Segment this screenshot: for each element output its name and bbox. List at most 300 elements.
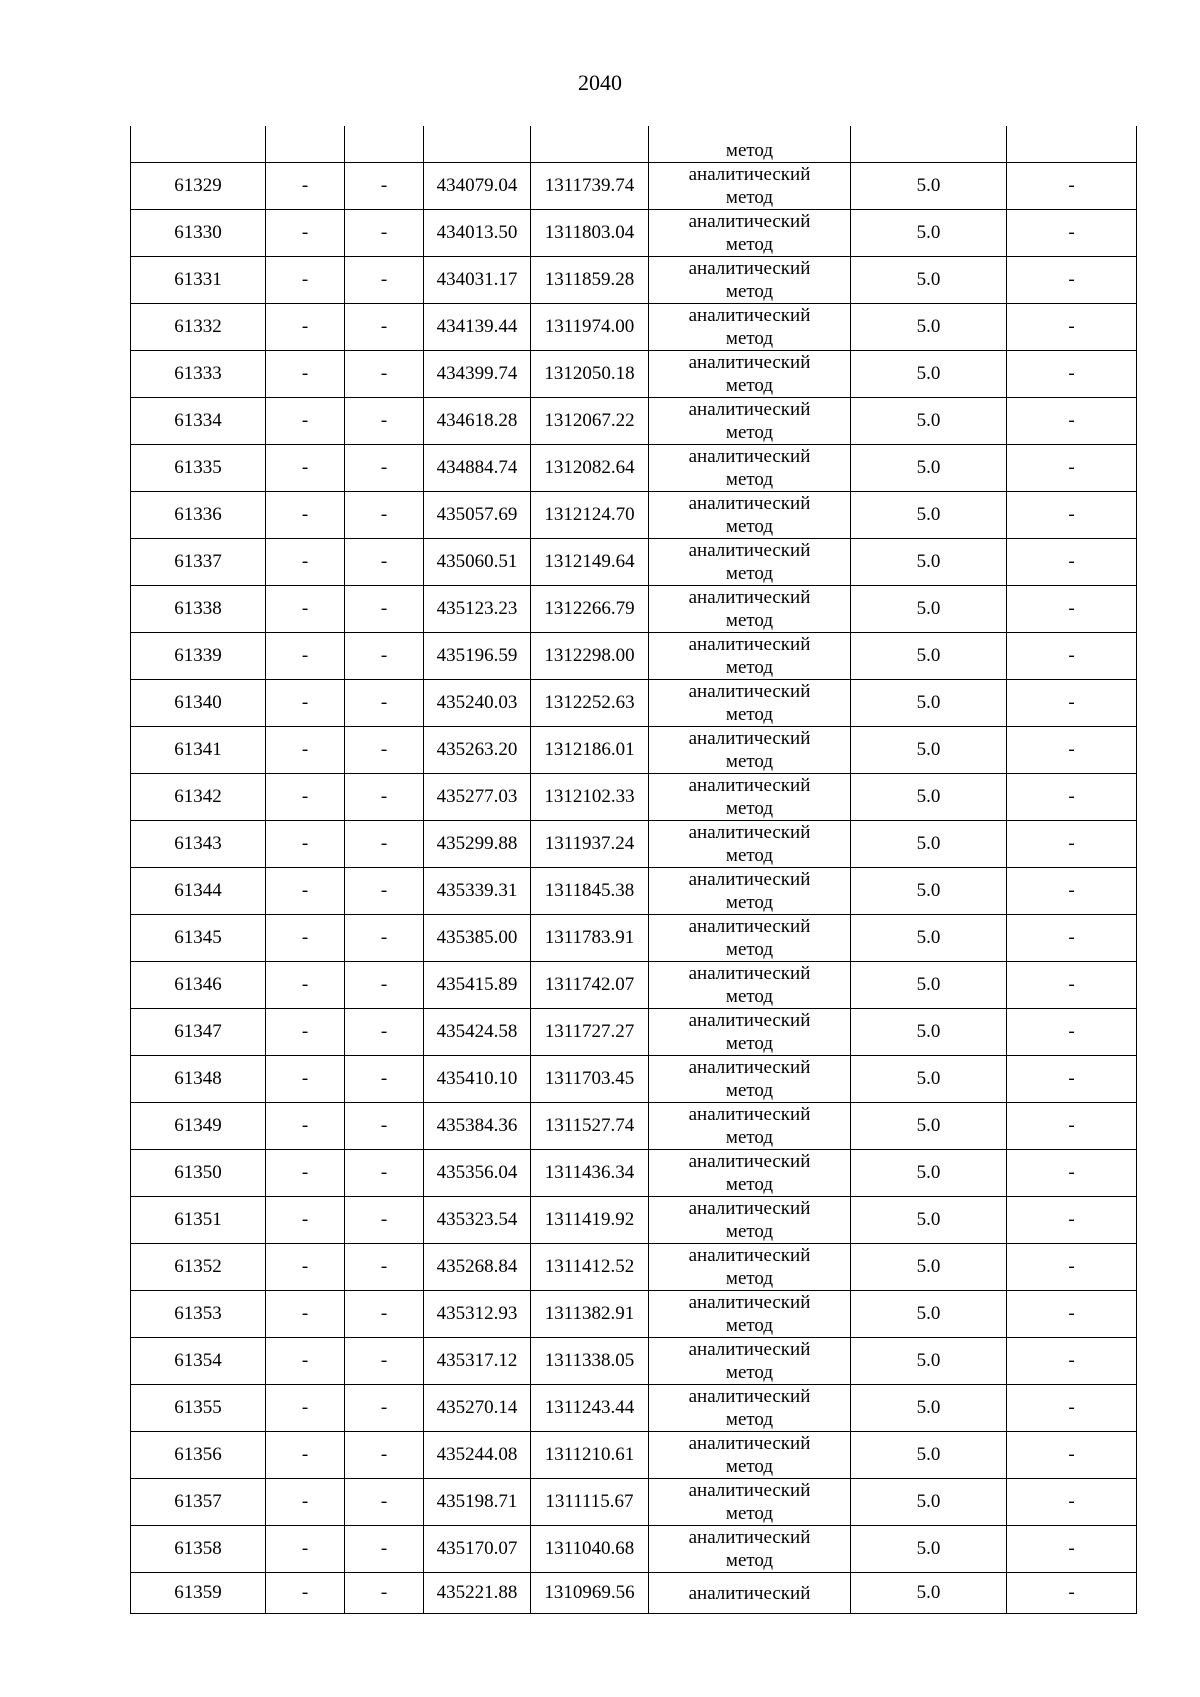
cell-method (649, 445, 851, 492)
cell-col-3: - (345, 304, 424, 351)
cell-col-2: - (266, 633, 345, 680)
cell-col-3: - (345, 915, 424, 962)
cell-col-2: - (266, 1338, 345, 1385)
table-row (131, 1385, 1137, 1432)
cell-point-id: 61359 (131, 1573, 266, 1614)
continued-row (131, 126, 1137, 163)
cell-col-3: - (345, 163, 424, 210)
method-line-1: аналитический (688, 1198, 811, 1219)
cell-method (649, 126, 851, 163)
cell-x: 435323.54 (424, 1197, 531, 1244)
cell-col-3: - (345, 1291, 424, 1338)
cell-y: 1312186.01 (531, 727, 649, 774)
cell-x: 435415.89 (424, 962, 531, 1009)
cell-col-3: - (345, 351, 424, 398)
cell-x: 434884.74 (424, 445, 531, 492)
cell-col-2: - (266, 1009, 345, 1056)
cell-y: 1311243.44 (531, 1385, 649, 1432)
cell-col-2: - (266, 163, 345, 210)
coordinates-table (130, 126, 1137, 1614)
cell-method (649, 492, 851, 539)
cell-note (1007, 126, 1137, 163)
cell-accuracy: 5.0 (851, 821, 1007, 868)
cell-method (649, 774, 851, 821)
table-row (131, 539, 1137, 586)
cell-note: - (1007, 1197, 1137, 1244)
cell-point-id: 61343 (131, 821, 266, 868)
cell-y: 1311527.74 (531, 1103, 649, 1150)
table-row (131, 1338, 1137, 1385)
cell-accuracy: 5.0 (851, 445, 1007, 492)
method-line-2: метод (725, 469, 774, 490)
cell-accuracy: 5.0 (851, 774, 1007, 821)
cell-point-id: 61347 (131, 1009, 266, 1056)
cell-y: 1311974.00 (531, 304, 649, 351)
method-line-2: метод (725, 751, 774, 772)
cell-col-3: - (345, 539, 424, 586)
method-line-2: метод (725, 1409, 774, 1430)
cell-col-2: - (266, 915, 345, 962)
cell-note: - (1007, 1573, 1137, 1614)
method-line-1: аналитический (688, 1010, 811, 1031)
cell-x: 435221.88 (424, 1573, 531, 1614)
table-row (131, 586, 1137, 633)
cell-y: 1311115.67 (531, 1479, 649, 1526)
cell-x: 434139.44 (424, 304, 531, 351)
cell-accuracy: 5.0 (851, 586, 1007, 633)
cell-point-id: 61354 (131, 1338, 266, 1385)
cell-col-2: - (266, 1479, 345, 1526)
cell-point-id: 61358 (131, 1526, 266, 1573)
cell-col-3: - (345, 727, 424, 774)
cell-accuracy: 5.0 (851, 1009, 1007, 1056)
cell-x: 435410.10 (424, 1056, 531, 1103)
method-line-2: метод (725, 1550, 774, 1571)
cell-note: - (1007, 1526, 1137, 1573)
method-line-1: аналитический (688, 1433, 811, 1454)
cell-col-3: - (345, 1056, 424, 1103)
cell-method (649, 1291, 851, 1338)
cell-accuracy: 5.0 (851, 210, 1007, 257)
cell-x: 435123.23 (424, 586, 531, 633)
cell-col-2: - (266, 1432, 345, 1479)
cell-point-id: 61337 (131, 539, 266, 586)
method-line-2: метод (725, 610, 774, 631)
table-row (131, 1526, 1137, 1573)
cell-point-id: 61331 (131, 257, 266, 304)
method-line-2: метод (725, 1315, 774, 1336)
cell-y: 1312082.64 (531, 445, 649, 492)
cell-y: 1312252.63 (531, 680, 649, 727)
cell-note: - (1007, 774, 1137, 821)
cell-accuracy: 5.0 (851, 1150, 1007, 1197)
cell-note: - (1007, 868, 1137, 915)
cell-accuracy: 5.0 (851, 680, 1007, 727)
cell-accuracy: 5.0 (851, 398, 1007, 445)
cell-col-2: - (266, 680, 345, 727)
cell-x: 435317.12 (424, 1338, 531, 1385)
cell-method (649, 257, 851, 304)
table-row (131, 304, 1137, 351)
cell-x: 435240.03 (424, 680, 531, 727)
table-row (131, 1573, 1137, 1614)
cell-method (649, 1338, 851, 1385)
cell-col-2: - (266, 1103, 345, 1150)
cell-col-3: - (345, 821, 424, 868)
method-line-1: аналитический (688, 634, 811, 655)
cell-method (649, 962, 851, 1009)
cell-point-id: 61344 (131, 868, 266, 915)
cell-col-2: - (266, 1150, 345, 1197)
method-line-2: метод (725, 328, 774, 349)
cell-col-3: - (345, 1479, 424, 1526)
cell-col-2: - (266, 774, 345, 821)
cell-y: 1311739.74 (531, 163, 649, 210)
cell-y: 1310969.56 (531, 1573, 649, 1614)
cell-y: 1312149.64 (531, 539, 649, 586)
method-line-2: метод (725, 422, 774, 443)
method-line-1: аналитический (688, 258, 811, 279)
cell-method (649, 868, 851, 915)
cell-point-id: 61335 (131, 445, 266, 492)
cell-col-2: - (266, 257, 345, 304)
method-line-2: метод (725, 1174, 774, 1195)
table-row (131, 1056, 1137, 1103)
cell-accuracy: 5.0 (851, 1103, 1007, 1150)
method-line-2: метод (725, 563, 774, 584)
table-row (131, 821, 1137, 868)
method-line-1: аналитический (688, 681, 811, 702)
cell-note: - (1007, 680, 1137, 727)
cell-point-id: 61353 (131, 1291, 266, 1338)
cell-method (649, 1009, 851, 1056)
cell-col-3: - (345, 586, 424, 633)
cell-point-id: 61330 (131, 210, 266, 257)
method-line-1: аналитический (688, 446, 811, 467)
cell-method (649, 586, 851, 633)
cell-col-3: - (345, 1385, 424, 1432)
method-line-1: аналитический (688, 1386, 811, 1407)
cell-col-2: - (266, 821, 345, 868)
method-line-2: метод (725, 1080, 774, 1101)
table-row (131, 1244, 1137, 1291)
cell-point-id: 61329 (131, 163, 266, 210)
cell-col-3: - (345, 257, 424, 304)
cell-col-3: - (345, 445, 424, 492)
cell-col-2: - (266, 727, 345, 774)
cell-x: 435244.08 (424, 1432, 531, 1479)
cell-y: 1312124.70 (531, 492, 649, 539)
cell-note: - (1007, 727, 1137, 774)
cell-accuracy: 5.0 (851, 1573, 1007, 1614)
cell-y (531, 126, 649, 163)
cell-col-3 (345, 126, 424, 163)
cell-point-id: 61334 (131, 398, 266, 445)
method-line-1: аналитический (688, 211, 811, 232)
method-line-2: метод (725, 1268, 774, 1289)
cell-point-id: 61348 (131, 1056, 266, 1103)
cell-point-id: 61355 (131, 1385, 266, 1432)
cell-point-id: 61345 (131, 915, 266, 962)
method-line-2: метод (725, 704, 774, 725)
cell-note: - (1007, 633, 1137, 680)
method-line-2: метод (725, 1503, 774, 1524)
cell-col-3: - (345, 1573, 424, 1614)
cell-accuracy: 5.0 (851, 915, 1007, 962)
cell-accuracy: 5.0 (851, 539, 1007, 586)
cell-note: - (1007, 915, 1137, 962)
table-row (131, 868, 1137, 915)
method-line-1: аналитический (688, 1582, 811, 1604)
cell-note: - (1007, 257, 1137, 304)
cell-y: 1312266.79 (531, 586, 649, 633)
table-row (131, 1009, 1137, 1056)
cell-note: - (1007, 1103, 1137, 1150)
cell-note: - (1007, 962, 1137, 1009)
cell-y: 1311210.61 (531, 1432, 649, 1479)
method-line-1: аналитический (688, 1245, 811, 1266)
cell-x: 435270.14 (424, 1385, 531, 1432)
cell-note: - (1007, 1479, 1137, 1526)
method-line-2: метод (725, 1362, 774, 1383)
cell-col-2: - (266, 1526, 345, 1573)
cell-x: 434618.28 (424, 398, 531, 445)
cell-note: - (1007, 304, 1137, 351)
table-row (131, 774, 1137, 821)
cell-point-id: 61350 (131, 1150, 266, 1197)
method-line-2: метод (725, 939, 774, 960)
table-row (131, 727, 1137, 774)
cell-note: - (1007, 1009, 1137, 1056)
table-row (131, 398, 1137, 445)
cell-note: - (1007, 1244, 1137, 1291)
cell-y: 1311783.91 (531, 915, 649, 962)
cell-note: - (1007, 1432, 1137, 1479)
cell-method (649, 398, 851, 445)
method-line-2: метод (725, 1033, 774, 1054)
cell-accuracy: 5.0 (851, 351, 1007, 398)
cell-point-id (131, 126, 266, 163)
cell-accuracy: 5.0 (851, 1526, 1007, 1573)
method-tail: метод (725, 140, 774, 161)
cell-x: 435385.00 (424, 915, 531, 962)
method-line-1: аналитический (688, 1057, 811, 1078)
cell-note: - (1007, 821, 1137, 868)
method-line-1: аналитический (688, 1104, 811, 1125)
method-line-2: метод (725, 234, 774, 255)
cell-method (649, 821, 851, 868)
table-row (131, 633, 1137, 680)
method-line-2: метод (725, 892, 774, 913)
method-line-2: метод (725, 281, 774, 302)
cell-col-3: - (345, 398, 424, 445)
cell-y: 1311419.92 (531, 1197, 649, 1244)
cell-accuracy: 5.0 (851, 1244, 1007, 1291)
cell-col-3: - (345, 492, 424, 539)
method-line-1: аналитический (688, 352, 811, 373)
cell-y: 1311412.52 (531, 1244, 649, 1291)
cell-point-id: 61341 (131, 727, 266, 774)
cell-y: 1312298.00 (531, 633, 649, 680)
cell-accuracy: 5.0 (851, 257, 1007, 304)
method-line-1: аналитический (688, 775, 811, 796)
method-line-1: аналитический (688, 963, 811, 984)
cell-col-2: - (266, 1056, 345, 1103)
cell-accuracy: 5.0 (851, 1338, 1007, 1385)
cell-col-3: - (345, 1197, 424, 1244)
cell-accuracy: 5.0 (851, 727, 1007, 774)
method-line-1: аналитический (688, 916, 811, 937)
cell-method (649, 727, 851, 774)
method-line-2: метод (725, 986, 774, 1007)
cell-y: 1311727.27 (531, 1009, 649, 1056)
cell-col-2 (266, 126, 345, 163)
cell-accuracy: 5.0 (851, 633, 1007, 680)
cell-col-3: - (345, 680, 424, 727)
method-line-1: аналитический (688, 399, 811, 420)
cell-x: 435268.84 (424, 1244, 531, 1291)
table-row (131, 1291, 1137, 1338)
cell-x: 435356.04 (424, 1150, 531, 1197)
cell-col-2: - (266, 1291, 345, 1338)
cell-accuracy: 5.0 (851, 1432, 1007, 1479)
cell-x: 435339.31 (424, 868, 531, 915)
cell-col-2: - (266, 210, 345, 257)
cell-x: 435196.59 (424, 633, 531, 680)
cell-col-2: - (266, 304, 345, 351)
cell-note: - (1007, 445, 1137, 492)
cell-col-3: - (345, 868, 424, 915)
table-row (131, 1479, 1137, 1526)
cell-y: 1312050.18 (531, 351, 649, 398)
cell-accuracy (851, 126, 1007, 163)
cell-y: 1312102.33 (531, 774, 649, 821)
cell-method (649, 351, 851, 398)
cell-x: 434079.04 (424, 163, 531, 210)
method-line-2: метод (725, 375, 774, 396)
cell-col-2: - (266, 868, 345, 915)
cell-point-id: 61349 (131, 1103, 266, 1150)
cell-col-3: - (345, 1009, 424, 1056)
cell-accuracy: 5.0 (851, 962, 1007, 1009)
cell-point-id: 61352 (131, 1244, 266, 1291)
cell-note: - (1007, 539, 1137, 586)
cell-col-3: - (345, 1526, 424, 1573)
cell-col-2: - (266, 351, 345, 398)
cell-point-id: 61346 (131, 962, 266, 1009)
cell-col-3: - (345, 1244, 424, 1291)
method-line-1: аналитический (688, 869, 811, 890)
method-line-1: аналитический (688, 728, 811, 749)
cell-point-id: 61339 (131, 633, 266, 680)
cell-point-id: 61338 (131, 586, 266, 633)
cell-note: - (1007, 1338, 1137, 1385)
cell-x (424, 126, 531, 163)
cell-point-id: 61332 (131, 304, 266, 351)
cell-col-3: - (345, 210, 424, 257)
cell-y: 1311382.91 (531, 1291, 649, 1338)
cell-method (649, 680, 851, 727)
cell-y: 1311040.68 (531, 1526, 649, 1573)
cell-method (649, 1197, 851, 1244)
cell-method (649, 1526, 851, 1573)
method-line-2: метод (725, 516, 774, 537)
cell-col-2: - (266, 492, 345, 539)
method-line-2: метод (725, 798, 774, 819)
method-line-1: аналитический (688, 1480, 811, 1501)
cell-note: - (1007, 1056, 1137, 1103)
table-row (131, 1103, 1137, 1150)
cell-method (649, 1573, 851, 1614)
cell-col-3: - (345, 1103, 424, 1150)
method-line-2: метод (725, 187, 774, 208)
cell-note: - (1007, 398, 1137, 445)
cell-note: - (1007, 1385, 1137, 1432)
cell-col-3: - (345, 774, 424, 821)
method-line-1: аналитический (688, 540, 811, 561)
table-row (131, 1197, 1137, 1244)
cell-y: 1311803.04 (531, 210, 649, 257)
table-row (131, 680, 1137, 727)
cell-method (649, 1244, 851, 1291)
cell-col-3: - (345, 1150, 424, 1197)
cell-y: 1311845.38 (531, 868, 649, 915)
cell-accuracy: 5.0 (851, 163, 1007, 210)
cell-x: 434013.50 (424, 210, 531, 257)
method-line-2: метод (725, 1127, 774, 1148)
cell-x: 435424.58 (424, 1009, 531, 1056)
cell-y: 1311703.45 (531, 1056, 649, 1103)
table-row (131, 492, 1137, 539)
method-line-1: аналитический (688, 305, 811, 326)
cell-accuracy: 5.0 (851, 492, 1007, 539)
cell-accuracy: 5.0 (851, 1291, 1007, 1338)
cell-note: - (1007, 210, 1137, 257)
page-number: 2040 (578, 70, 622, 95)
cell-point-id: 61356 (131, 1432, 266, 1479)
cell-note: - (1007, 351, 1137, 398)
cell-method (649, 915, 851, 962)
cell-method (649, 1432, 851, 1479)
cell-x: 435277.03 (424, 774, 531, 821)
cell-note: - (1007, 586, 1137, 633)
cell-col-3: - (345, 1432, 424, 1479)
method-line-2: метод (725, 657, 774, 678)
table-body (131, 126, 1137, 1614)
cell-x: 434031.17 (424, 257, 531, 304)
method-line-1: аналитический (688, 493, 811, 514)
cell-col-3: - (345, 1338, 424, 1385)
method-line-1: аналитический (688, 1339, 811, 1360)
cell-x: 435060.51 (424, 539, 531, 586)
cell-col-2: - (266, 1244, 345, 1291)
cell-method (649, 163, 851, 210)
cell-method (649, 1056, 851, 1103)
cell-y: 1311338.05 (531, 1338, 649, 1385)
cell-col-3: - (345, 962, 424, 1009)
cell-y: 1311937.24 (531, 821, 649, 868)
cell-accuracy: 5.0 (851, 1197, 1007, 1244)
cell-method (649, 1479, 851, 1526)
method-line-2: метод (725, 845, 774, 866)
table-row (131, 1432, 1137, 1479)
cell-note: - (1007, 492, 1137, 539)
table-row (131, 915, 1137, 962)
cell-method (649, 1103, 851, 1150)
cell-accuracy: 5.0 (851, 1056, 1007, 1103)
table-row (131, 445, 1137, 492)
cell-point-id: 61342 (131, 774, 266, 821)
